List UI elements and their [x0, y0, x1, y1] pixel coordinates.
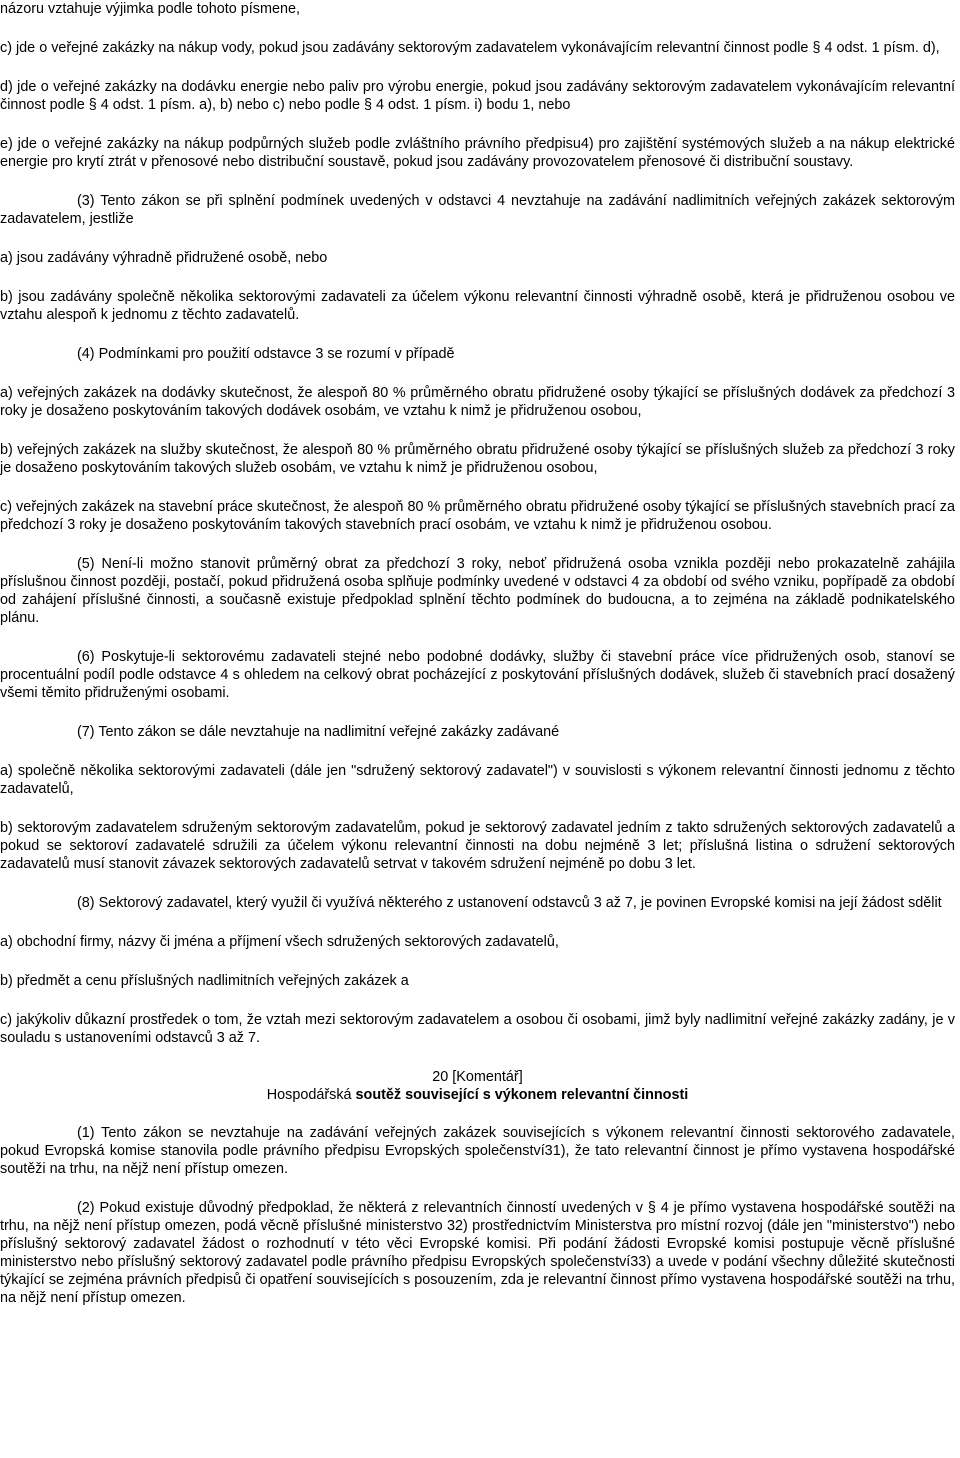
paragraph: názoru vztahuje výjimka podle tohoto písmene, — [0, 1, 300, 17]
paragraph: b) sektorovým zadavatelem sdruženým sektorovým zadavatelům, pokud je sektorový zadavatel jedním z takto sdružených sektorových zadavatelů a pokud se sektoroví zadavatelé sdružili za účelem výkonu relevantní činnosti na dobu nejméně 3 let; příslušná listina o sdružení sektorových zadavatelů musí stanovit závazek sektorových zadavatelů setrvat v takovém sdružení nejméně po dobu 3 let. — [0, 820, 955, 872]
paragraph: b) veřejných zakázek na služby skutečnost, že alespoň 80 % průměrného obratu přidružené osoby týkající se příslušných služeb za předchozí 3 roky je dosaženo poskytováním takových služeb osobám, ve vztahu k nimž je přidruženou osobou, — [0, 442, 955, 476]
section-title-plain: Hospodářská — [266, 1087, 356, 1103]
paragraph: (7) Tento zákon se dále nevztahuje na nadlimitní veřejné zakázky zadávané — [77, 724, 560, 740]
paragraph: a) společně několika sektorovými zadavateli (dále jen "sdružený sektorový zadavatel") v souvislosti s výkonem relevantní činnosti jednomu z těchto zadavatelů, — [0, 763, 955, 797]
paragraph: (5) Není-li možno stanovit průměrný obrat za předchozí 3 roky, neboť přidružená osoba vznikla později nebo prokazatelně zahájila příslušnou činnost později, postačí, pokud přidružená osoba splňuje podmínky uvedené v odstavci 4 za období od svého vzniku, popřípadě za období od zahájení příslušné činnosti, a současně existuje předpoklad splnění těchto podmínek do budoucna, a to zejména na základě podnikatelského plánu. — [0, 556, 955, 626]
paragraph: c) jde o veřejné zakázky na nákup vody, pokud jsou zadávány sektorovým zadavatelem vykonávajícím relevantní činnost podle § 4 odst. 1 písm. d), — [0, 40, 940, 56]
section-paragraph: (2) Pokud existuje důvodný předpoklad, že některá z relevantních činností uvedených v § 4 je přímo vystavena hospodářské soutěži na trhu, na nějž není přístup omezen, podá věcně příslušné ministerstvo 32) prostřednictvím Ministerstva pro místní rozvoj (dále jen "ministerstvo") nebo příslušný sektorový zadavatel žádost o rozhodnutí v této věci Evropské komisi. Při podání žádosti Evropské komisi postupuje věcně příslušné ministerstvo nebo příslušný sektorový zadavatel podle právního předpisu Evropských společenství33) a uvede v podání všechny důležité skutečnosti týkající se zejména právních předpisů či opatření souvisejících s posouzením, zda je relevantní činnost přímo vystavena hospodářské soutěži na trhu, na nějž není přístup omezen. — [0, 1200, 955, 1306]
paragraph: a) veřejných zakázek na dodávky skutečnost, že alespoň 80 % průměrného obratu přidružené osoby týkající se příslušných dodávek za předchozí 3 roky je dosaženo poskytováním takových dodávek osobám, ve vztahu k nimž je přidruženou osobou, — [0, 385, 955, 419]
paragraph: b) jsou zadávány společně několika sektorovými zadavateli za účelem výkonu relevantní činnosti výhradně osobě, která je přidruženou osobou ve vztahu alespoň k jednomu z těchto zadavatelů. — [0, 289, 955, 323]
paragraph: c) jakýkoliv důkazní prostředek o tom, že vztah mezi sektorovým zadavatelem a osobou či osobami, jimž byly nadlimitní veřejné zakázky zadány, je v souladu s ustanoveními odstavců 3 až 7. — [0, 1012, 955, 1046]
section-paragraph: (1) Tento zákon se nevztahuje na zadávání veřejných zakázek souvisejících s výkonem relevantní činnosti sektorového zadavatele, pokud Evropská komise stanovila podle právního předpisu Evropských společenství31), že tato relevantní činnost je přímo vystavena hospodářské soutěži na trhu, na nějž není přístup omezen. — [0, 1125, 955, 1177]
section-title-bold: soutěž související s výkonem relevantní činnosti — [355, 1087, 689, 1103]
paragraph: (8) Sektorový zadavatel, který využil či využívá některého z ustanovení odstavců 3 až 7, je povinen Evropské komisi na její žádost sdělit — [77, 895, 942, 911]
paragraph: (3) Tento zákon se při splnění podmínek uvedených v odstavci 4 nevztahuje na zadávání nadlimitních veřejných zakázek sektorovým zadavatelem, jestliže — [0, 193, 955, 227]
section-heading — [0, 1068, 955, 1104]
paragraph: d) jde o veřejné zakázky na dodávku energie nebo paliv pro výrobu energie, pokud jsou zadávány sektorovým zadavatelem vykonávajícím relevantní činnost podle § 4 odst. 1 písm. a), b) nebo c) nebo podle § 4 odst. 1 písm. i) bodu 1, nebo — [0, 79, 955, 113]
paragraph: a) obchodní firmy, názvy či jména a příjmení všech sdružených sektorových zadavatelů, — [0, 934, 559, 950]
section-number: 20 [Komentář] — [432, 1069, 523, 1085]
paragraph: e) jde o veřejné zakázky na nákup podpůrných služeb podle zvláštního právního předpisu4) pro zajištění systémových služeb a na nákup elektrické energie pro krytí ztrát v přenosové nebo distribuční soustavě, pokud jsou zadávány provozovatelem přenosové či distribuční soustavy. — [0, 136, 955, 170]
paragraph: c) veřejných zakázek na stavební práce skutečnost, že alespoň 80 % průměrného obratu přidružené osoby týkající se příslušných stavebních prací za předchozí 3 roky je dosaženo poskytováním takových stavebních prací osobám, ve vztahu k nimž je přidruženou osobou. — [0, 499, 955, 533]
paragraph: b) předmět a cenu příslušných nadlimitních veřejných zakázek a — [0, 973, 409, 989]
paragraph: (4) Podmínkami pro použití odstavce 3 se rozumí v případě — [77, 346, 455, 362]
paragraph: (6) Poskytuje-li sektorovému zadavateli stejné nebo podobné dodávky, služby či stavební práce více přidružených osob, stanoví se procentuální podíl podle odstavce 4 s ohledem na celkový obrat pocházející z poskytování příslušných dodávek, služeb či stavebních prací dosažený všemi těmito přidruženými osobami. — [0, 649, 955, 701]
paragraph: a) jsou zadávány výhradně přidružené osobě, nebo — [0, 250, 328, 266]
section-title — [0, 1086, 955, 1104]
